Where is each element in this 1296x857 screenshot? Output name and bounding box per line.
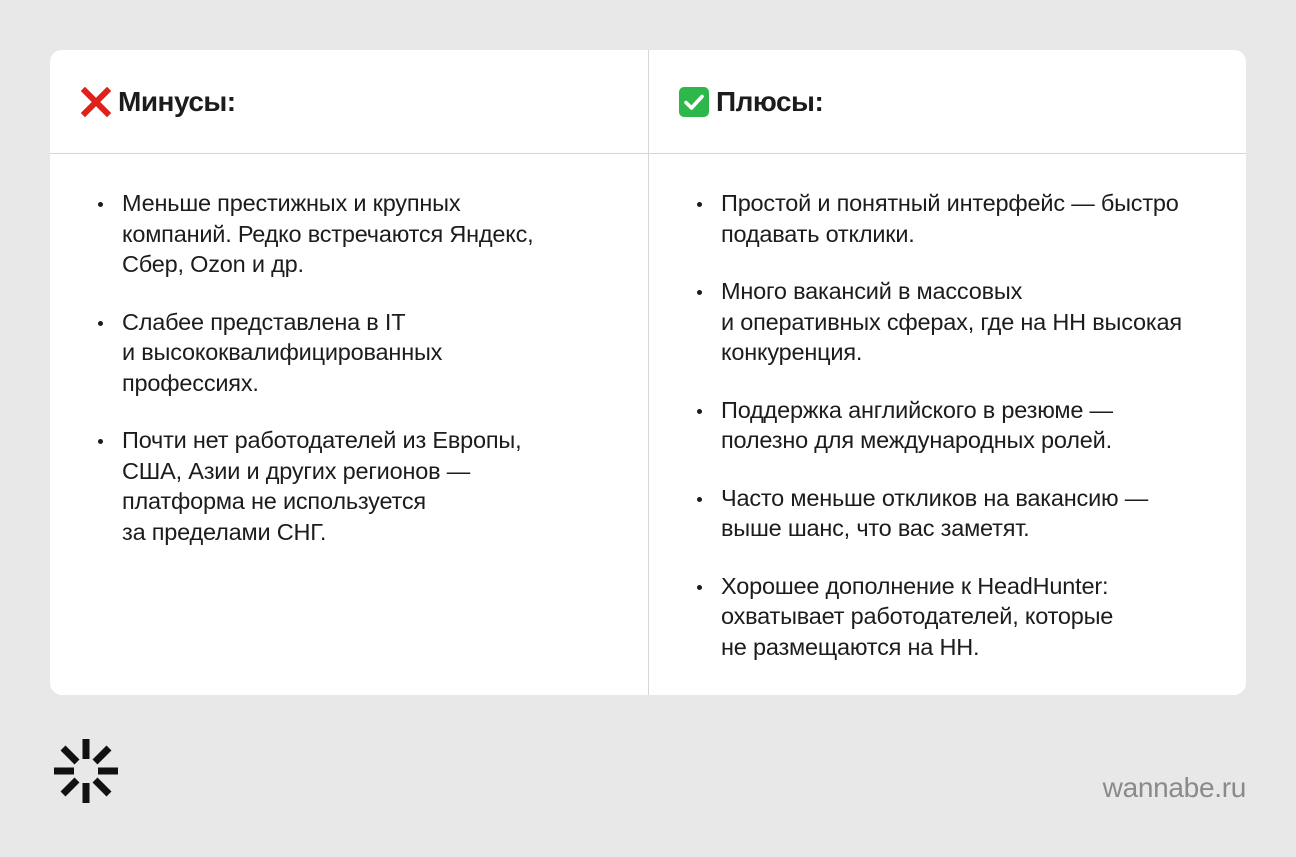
minuses-column xyxy=(50,50,648,695)
list-item-line: конкуренция. xyxy=(721,339,863,365)
list-item-line: Слабее представлена в IT xyxy=(122,308,406,335)
list-item-line: платформа не используется xyxy=(122,488,426,514)
pluses-header xyxy=(649,50,1246,154)
list-item xyxy=(649,571,1246,663)
list-item xyxy=(50,307,648,399)
list-item xyxy=(649,276,1246,368)
list-item-line: Меньше престижных и крупных xyxy=(122,190,461,216)
list-item-line: и высококвалифицированных xyxy=(122,339,443,365)
list-item-line: Простой и понятный интерфейс — быстро xyxy=(721,190,1179,216)
list-item-line: Сбер, Ozon и др. xyxy=(122,251,304,277)
red-cross-icon xyxy=(80,86,112,118)
list-item xyxy=(649,188,1246,249)
pluses-list xyxy=(649,154,1246,662)
asterisk-logo-icon xyxy=(50,735,122,807)
list-item-line: Хорошее дополнение к HeadHunter: xyxy=(721,572,1109,599)
list-item-line: Поддержка английского в резюме — xyxy=(721,396,1113,423)
list-item-line: выше шанс, что вас заметят. xyxy=(721,515,1030,541)
list-item-line: и оперативных сферах, где на HH высокая xyxy=(721,308,1182,335)
list-item xyxy=(649,395,1246,456)
list-item-line: подавать отклики. xyxy=(721,220,915,247)
list-item-line: компаний. Редко встречаются Яндекс, xyxy=(122,220,534,247)
list-item xyxy=(649,483,1246,544)
green-check-icon xyxy=(678,86,710,118)
minuses-header xyxy=(50,50,648,154)
list-item-line: Почти нет работодателей из Европы, xyxy=(122,427,522,453)
list-item-line: Часто меньше откликов на вакансию — xyxy=(721,484,1149,511)
list-item-line: профессиях. xyxy=(122,369,259,396)
list-item-line: полезно для международных ролей. xyxy=(721,427,1112,453)
list-item-line: Много вакансий в массовых xyxy=(721,278,1023,304)
list-item-line: США, Азии и других регионов — xyxy=(122,457,471,484)
comparison-card xyxy=(50,50,1246,695)
pluses-title: Плюсы: xyxy=(716,85,824,117)
pluses-column xyxy=(648,50,1246,695)
list-item-line: за пределами СНГ. xyxy=(122,518,327,545)
list-item xyxy=(50,425,648,547)
list-item-line: не размещаются на HH. xyxy=(721,633,980,660)
site-url: wannabe.ru xyxy=(1102,772,1246,803)
list-item-line: охватывает работодателей, которые xyxy=(721,603,1114,629)
minuses-title: Минусы: xyxy=(118,85,236,117)
minuses-list xyxy=(50,154,648,547)
list-item xyxy=(50,188,648,280)
